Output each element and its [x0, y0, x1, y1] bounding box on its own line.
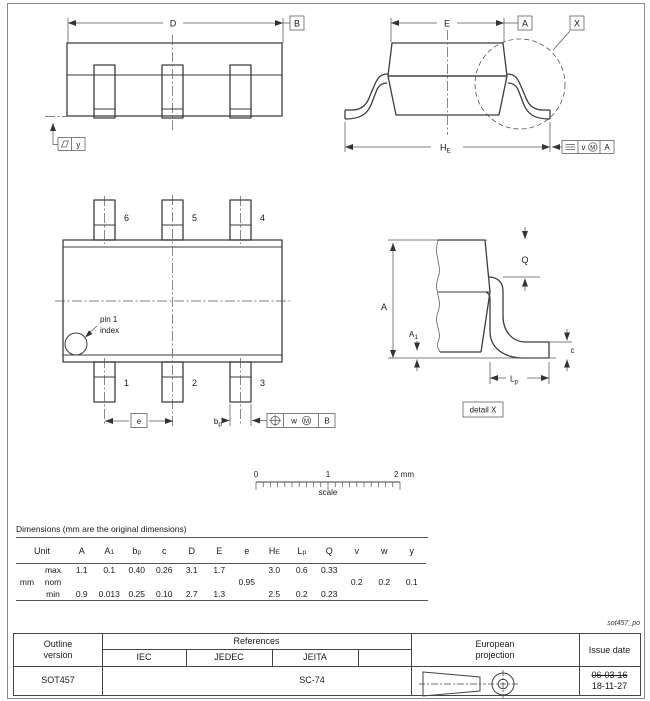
- pin-2-label: 2: [192, 378, 198, 388]
- issue-date-old: 06-03-16: [591, 670, 628, 680]
- scale-0-label: 0: [253, 470, 259, 479]
- cell: [371, 564, 399, 576]
- dim-a-label: A: [380, 302, 388, 312]
- row-label-min: min: [46, 589, 60, 599]
- dim-c-label: c: [570, 346, 575, 355]
- references-header: References: [233, 636, 280, 646]
- flatness-icon: [62, 141, 69, 147]
- datum-b-label: B: [293, 18, 301, 29]
- cell: 0.2: [350, 577, 363, 587]
- cell: [316, 576, 344, 588]
- col-header: Q: [316, 538, 344, 564]
- cell: 0.23: [320, 589, 338, 599]
- pin-6-label: 6: [124, 213, 130, 223]
- cell: 0.33: [320, 565, 338, 575]
- break-line: [437, 240, 440, 352]
- tol-datum-a-label: A: [604, 143, 610, 152]
- mmc-m-label: M: [590, 145, 596, 152]
- col-header: L $_p$: [288, 538, 316, 564]
- scale-1-label: 1: [325, 470, 331, 479]
- dim-q-label: Q: [521, 255, 529, 265]
- cell: [233, 564, 261, 576]
- tol-v-label: v: [581, 143, 586, 152]
- ref-col-jeita: JEITA: [303, 652, 327, 662]
- col-header: b $_p$: [123, 538, 151, 564]
- pin-1-label: 1: [124, 378, 130, 388]
- col-header-unit: Unit: [16, 538, 68, 564]
- ref-col-jedec: JEDEC: [214, 652, 244, 662]
- cell: 1.7: [213, 565, 226, 575]
- mmc-m-label: M: [304, 418, 309, 425]
- cell: [123, 576, 151, 588]
- pin1-index-text-1: pin 1: [100, 315, 118, 324]
- issue-date-value: [579, 670, 640, 692]
- cell: 0.2: [295, 589, 308, 599]
- pin-3-label: 3: [260, 378, 266, 388]
- row-label-nom: nom: [44, 577, 62, 587]
- cell: [288, 576, 316, 588]
- col-header: H $_E$: [261, 538, 289, 564]
- col-header: w: [371, 538, 399, 564]
- cell: [151, 576, 179, 588]
- pin-4-label: 4: [260, 213, 266, 223]
- cell: 0.25: [128, 589, 146, 599]
- cell: 0.6: [295, 565, 308, 575]
- cell: [371, 588, 399, 600]
- ref-col-iec: IEC: [136, 652, 152, 662]
- cell: [343, 564, 371, 576]
- col-header: E: [206, 538, 234, 564]
- col-header: v: [343, 538, 371, 564]
- side-lead-right: [507, 74, 550, 119]
- unit-mm: mm: [19, 577, 35, 587]
- cell: 3.0: [268, 565, 281, 575]
- pin-5-label: 5: [192, 213, 198, 223]
- issue-date-header: Issue date: [588, 645, 631, 655]
- tolerance-frame-w: [267, 414, 335, 428]
- cell: 0.40: [128, 565, 146, 575]
- detail-lead: [486, 277, 549, 358]
- outline-version-header: Outline version: [43, 639, 73, 660]
- col-header: A: [68, 538, 96, 564]
- footer-table: Outline version References IEC JEDEC JEITA European projection Issue date SOT457 SC-74 06-03-16 18-11-27: [13, 633, 641, 696]
- dim-he-label: $H_E$: [440, 142, 451, 155]
- datum-a-label: A: [521, 18, 529, 29]
- detail-x-view: [381, 227, 575, 417]
- issue-date-new: 18-11-27: [591, 681, 628, 691]
- tolerance-frame-v: [552, 141, 614, 154]
- package-body-front: [67, 43, 282, 116]
- symmetry-icon: [566, 145, 576, 150]
- side-view: [345, 16, 614, 155]
- dim-d-label: D: [169, 18, 177, 29]
- scale-2mm-label: 2 mm: [394, 470, 414, 479]
- cell: 0.2: [378, 577, 391, 587]
- drawing-code: sot457_po: [607, 620, 640, 627]
- pin1-index-text-2: index: [100, 326, 120, 335]
- cell: [206, 576, 234, 588]
- cell: [398, 588, 426, 600]
- position-icon: [270, 415, 282, 426]
- outline-version-value: SOT457: [41, 675, 75, 685]
- cell: 0.26: [155, 565, 173, 575]
- cell: [178, 576, 206, 588]
- flatness-y-label: y: [76, 140, 81, 150]
- cell: 0.9: [75, 589, 88, 599]
- cell: 0.95: [238, 577, 256, 587]
- cell: [96, 576, 124, 588]
- detail-x-ref-label: X: [573, 18, 581, 29]
- cell: 0.013: [98, 589, 120, 599]
- row-label-max: max: [44, 565, 62, 575]
- cell: 0.1: [103, 565, 116, 575]
- col-header: e: [233, 538, 261, 564]
- col-header: D: [178, 538, 206, 564]
- first-angle-projection-icon: [419, 670, 531, 698]
- flatness-y-frame: [58, 138, 85, 151]
- col-header: A $_1$: [96, 538, 124, 564]
- cell: 0.10: [155, 589, 173, 599]
- divider: [102, 649, 411, 650]
- cell: [233, 588, 261, 600]
- cell: 0.1: [405, 577, 418, 587]
- pin1-index-mark: [65, 333, 87, 355]
- cell: 2.7: [185, 589, 198, 599]
- col-header: c: [151, 538, 179, 564]
- divider: [358, 649, 359, 666]
- scale-caption: scale: [318, 488, 338, 497]
- divider: [14, 666, 640, 667]
- dimensions-title: Dimensions (mm are the original dimensions): [16, 524, 187, 534]
- detail-caption: detail X: [469, 405, 497, 415]
- cell: [68, 576, 96, 588]
- cell: 3.1: [185, 565, 198, 575]
- cell: [343, 588, 371, 600]
- pitch-e-label: e: [136, 417, 142, 426]
- european-projection-header: European projection: [475, 639, 515, 660]
- cell: 1.1: [75, 565, 88, 575]
- dimensions-table: [16, 524, 428, 601]
- tol-datum-b-label: B: [324, 416, 330, 426]
- col-header: y: [398, 538, 426, 564]
- cell: [398, 564, 426, 576]
- front-view: [45, 16, 304, 151]
- scale-bar: [254, 470, 415, 497]
- cell: 1.3: [213, 589, 226, 599]
- top-view: [55, 195, 335, 428]
- cell: 2.5: [268, 589, 281, 599]
- dim-a1-label: $A_1$: [409, 330, 418, 341]
- tol-w-label: w: [291, 416, 297, 426]
- dim-bp-label: $b_p$: [213, 417, 222, 428]
- dim-lp-label: $L_p$: [510, 374, 519, 386]
- cell: [261, 576, 289, 588]
- side-lead-left: [345, 74, 388, 119]
- dim-e-label: E: [443, 18, 451, 29]
